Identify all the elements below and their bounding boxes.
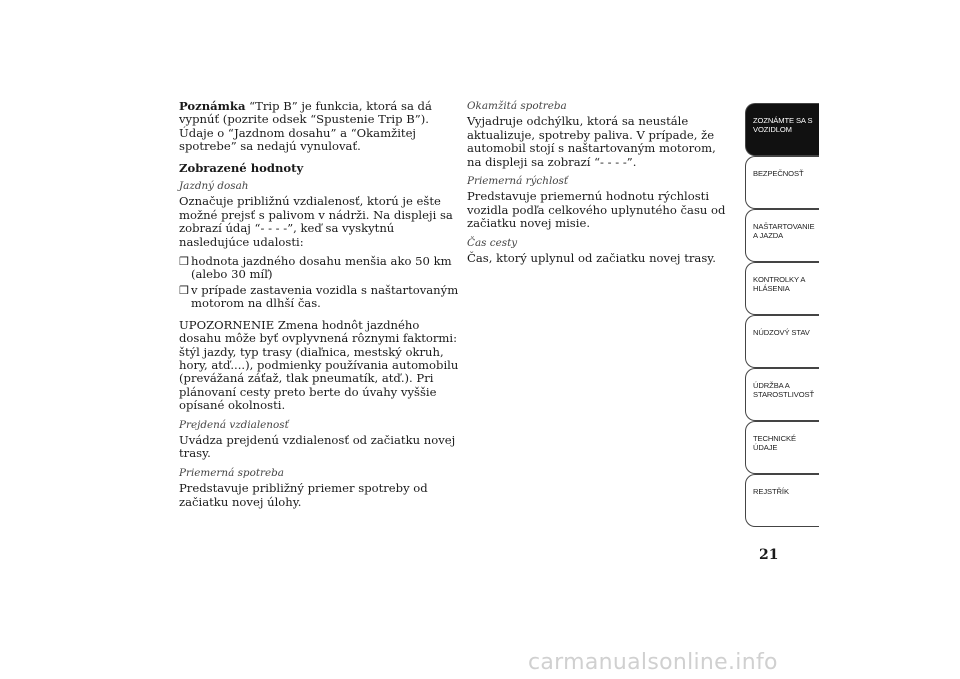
tab-index[interactable]: REJSTŘÍK (745, 474, 819, 527)
distance-text: Uvádza prejdenú vzdialenosť od začiatku novej trasy. (179, 432, 456, 461)
note-paragraph (179, 100, 464, 154)
note-label: Poznámka (179, 99, 246, 113)
bullet-item: ❒ v prípade zastavenia vozidla s naštartovaným motorom na dlhší čas. (179, 282, 459, 311)
instant-consumption-text: Vyjadruje odchýlku, ktorá sa neustále aktualizuje, spotreby paliva. V prípade, že automobil stojí s naštartovaným motorom, na displeji sa zobrazí “- - - -”. (467, 114, 716, 169)
note-text: “Trip B” je funkcia, ktorá sa dá vypnúť (pozrite odsek “Spustenie Trip B”). Údaje o “Jazdnom dosahu” a “Okamžitej spotrebe” sa nedajú vynulovať. (179, 99, 432, 154)
warning-paragraph: UPOZORNENIE Zmena hodnôt jazdného dosahu môže byť ovplyvnená rôznymi faktormi: štýl jazdy, typ trasy (diaľnica, mestský okruh, hory, atď....), podmienky používania automobilu (prevážaná záťaž, tlak pneumatík, atď.). Pri plánovaní cesty preto berte do úvahy vyššie opísané okolnosti. (179, 317, 459, 413)
page-number: 21 (759, 547, 779, 563)
avg-consumption-title: Priemerná spotreba (179, 466, 284, 479)
tab-safety[interactable]: BEZPEČNOSŤ (745, 156, 819, 209)
bullet-item: ❒ hodnota jazdného dosahu menšia ako 50 km (alebo 30 míľ) (179, 254, 452, 282)
checkbox-bullet-icon: ❒ (179, 255, 189, 269)
section-heading: Zobrazené hodnoty (179, 160, 304, 175)
avg-speed-text: Predstavuje priemernú hodnotu rýchlosti vozidla podľa celkového uplynutého času od začiatku novej misie. (467, 189, 726, 231)
travel-time-text: Čas, ktorý uplynul od začiatku novej trasy. (467, 251, 716, 266)
tab-maintenance[interactable]: ÚDRŽBA A STAROSTLIVOSŤ (745, 368, 819, 421)
travel-time-title: Čas cesty (467, 236, 518, 249)
chapter-tabs (745, 103, 819, 527)
tab-technical-data[interactable]: TECHNICKÉ ÚDAJE (745, 421, 819, 474)
checkbox-bullet-icon: ❒ (179, 283, 189, 297)
tab-emergency[interactable]: NÚDZOVÝ STAV (745, 315, 819, 368)
right-column (467, 100, 729, 271)
range-title: Jazdný dosah (179, 180, 249, 193)
tab-warning-lights[interactable]: KONTROLKY A HLÁSENIA (745, 262, 819, 315)
footer-watermark: carmanualsonline.info (528, 650, 778, 675)
range-text: Označuje približnú vzdialenosť, ktorú je ešte možné prejsť s palivom v nádrži. Na displeji sa zobrazí údaj “- - - -”, keď sa vyskytnú nasledujúce udalosti: (179, 194, 453, 249)
distance-title: Prejdená vzdialenosť (179, 418, 289, 431)
instant-consumption-title: Okamžitá spotreba (467, 100, 567, 112)
tab-starting-driving[interactable]: NAŠTARTOVANIE A JAZDA (745, 209, 819, 262)
avg-consumption-text: Predstavuje približný priemer spotreby od začiatku novej úlohy. (179, 481, 428, 509)
avg-speed-title: Priemerná rýchlosť (467, 175, 569, 188)
tab-vehicle[interactable]: ZOZNÁMTE SA S VOZIDLOM (745, 103, 819, 156)
left-column (179, 100, 464, 515)
